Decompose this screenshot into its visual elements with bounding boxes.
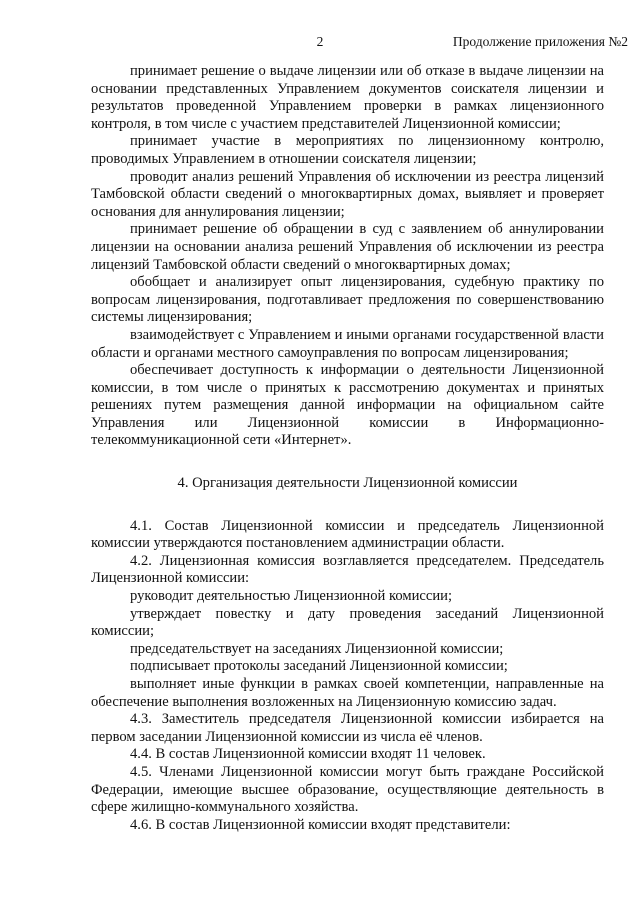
paragraph: 4.3. Заместитель председателя Лицензионной комиссии избирается на первом заседании Лицензионной комиссии из числа её членов. (91, 711, 604, 745)
paragraph: подписывает протоколы заседаний Лицензионной комиссии; (130, 658, 508, 675)
paragraph: утверждает повестку и дату проведения заседаний Лицензионной комиссии; (91, 605, 604, 640)
paragraph: принимает участие в мероприятиях по лицензионному контролю, проводимых Управлением в отношении соискателя лицензии; (91, 133, 604, 167)
paragraph: 4.4. В состав Лицензионной комиссии входят 11 человек. (130, 746, 486, 763)
paragraph: председательствует на заседаниях Лицензионной комиссии; (130, 640, 504, 657)
paragraph: 4.5. Членами Лицензионной комиссии могут быть граждане Российской Федерации, имеющие высшее образование, осуществляющие деятельность в сфере жилищно-коммунального хозяйства. (91, 763, 604, 816)
paragraph: 4.1. Состав Лицензионной комиссии и председатель Лицензионной комиссии утверждаются постановлением администрации области. (91, 517, 604, 552)
paragraph: проводит анализ решений Управления об исключении из реестра лицензий Тамбовской области сведений о многоквартирных домах, выявляет и проверяет основания для аннулирования лицензии; (91, 168, 604, 220)
page-number: 2 (316, 34, 324, 49)
section-title: 4. Организация деятельности Лицензионной комиссии (177, 475, 518, 492)
paragraph: 4.6. В состав Лицензионной комиссии входят представители: (130, 816, 511, 833)
paragraph: принимает решение об обращении в суд с заявлением об аннулировании лицензии на основании анализа решений Управления об исключении из реестра лицензий Тамбовской области сведений о многоквартирных домах; (91, 221, 604, 273)
paragraph: 4.2. Лицензионная комиссия возглавляется председателем. Председатель Лицензионной комиссии: (91, 552, 604, 587)
paragraph: принимает решение о выдаче лицензии или об отказе в выдаче лицензии на основании представленных Управлением документов соискателя лицензии и результатов проведенной Управлением проверки в рамках лицензионного контроля, в том числе с участием представителей Лицензионной комиссии; (91, 63, 604, 132)
paragraph: обобщает и анализирует опыт лицензирования, судебную практику по вопросам лицензирования, подготавливает предложения по совершенствованию системы лицензирования; (91, 274, 604, 326)
paragraph: взаимодействует с Управлением и иными органами государственной власти области и органами местного самоуправления по вопросам лицензирования; (91, 326, 604, 361)
paragraph: руководит деятельностью Лицензионной комиссии; (130, 588, 453, 605)
paragraph: выполняет иные функции в рамках своей компетенции, направленные на обеспечение выполнения возложенных на Лицензионную комиссию задач. (91, 676, 604, 710)
continuation-note: Продолжение приложения №2 (452, 34, 628, 49)
paragraph: обеспечивает доступность к информации о деятельности Лицензионной комиссии, в том числе о принятых к рассмотрению документах и принятых решениях путем размещения данной информации на официальном сайте Управления или Лицензионной комиссии в Информационно-телекоммуникационной сети «Интернет». (91, 362, 604, 449)
document-body (91, 63, 604, 834)
